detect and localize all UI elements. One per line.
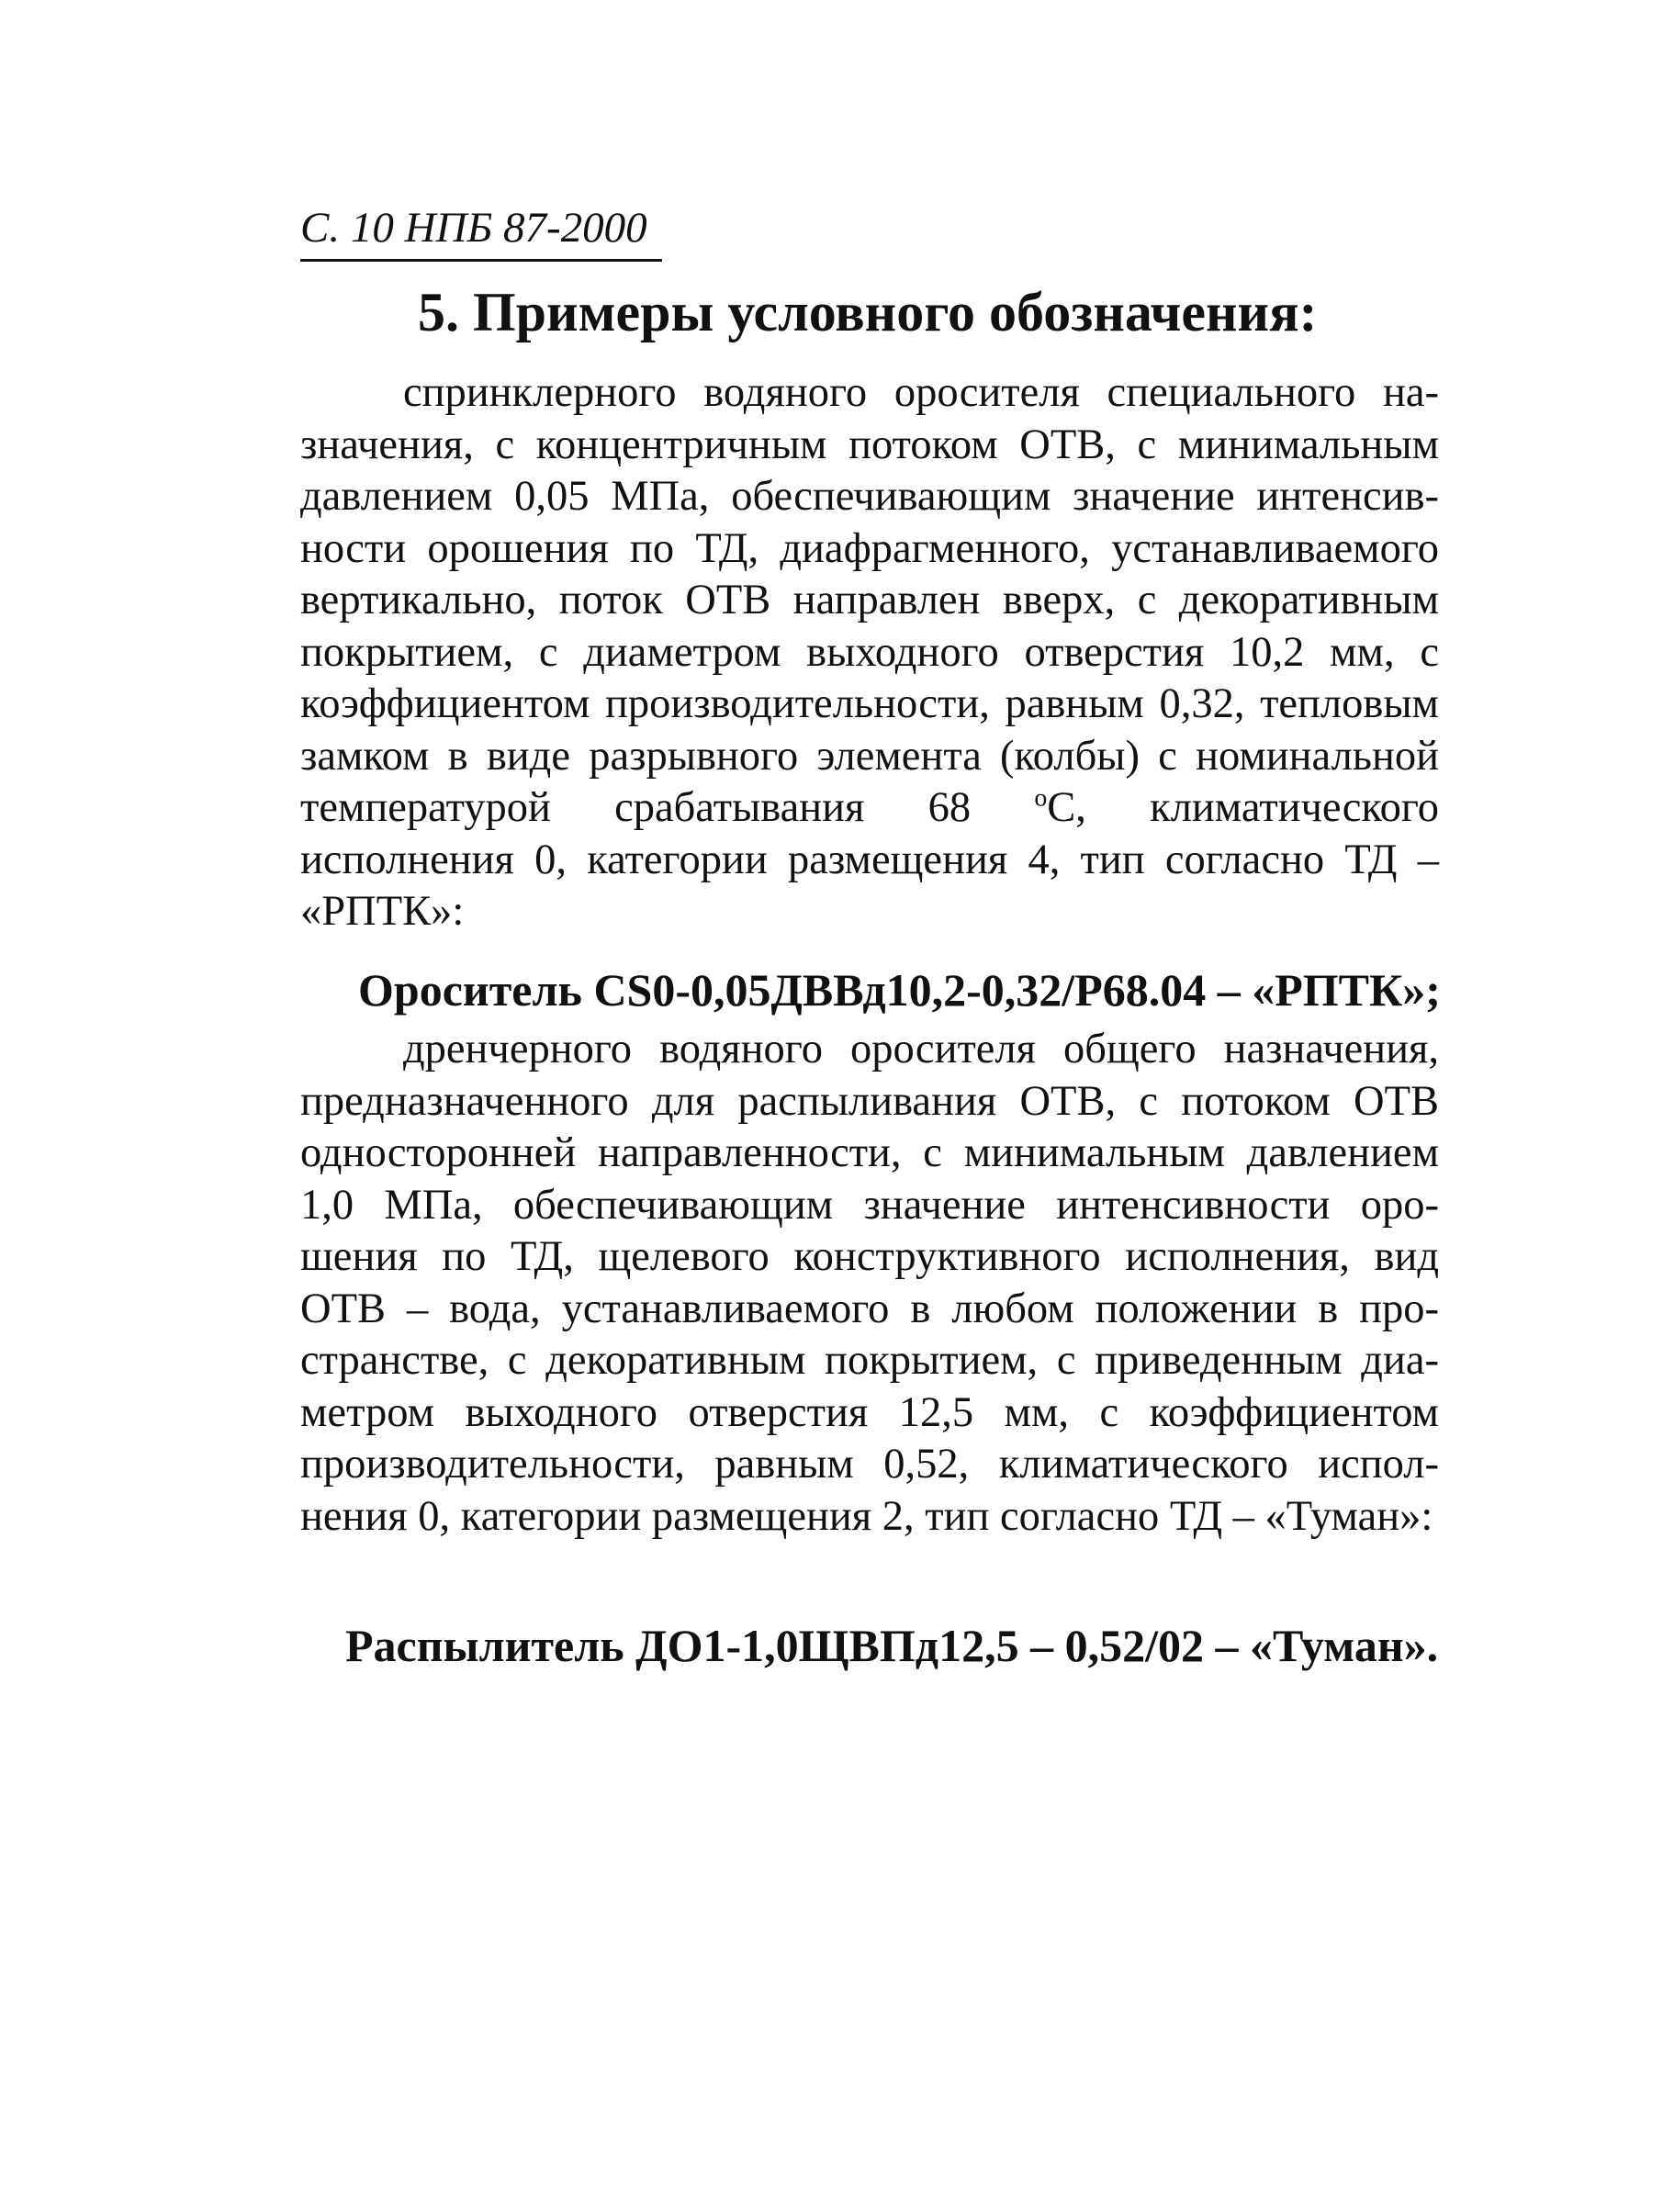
example-1-text-before: спринклерного водяного оросителя специального назначения, с концентричным потоком ОТВ, с минимальным давлением 0,05 МПа, обеспечивающим значение интенсивности орошения по ТД, диафрагменного, устанавливаемого вертикально, поток ОТВ направлен вверх, с декоративным покрытием, с диаметром выходного отверстия 10,2 мм, с коэффициентом производительности, равным 0,32, тепловым замком в виде разрывного элемента (колбы) с номинальной температурой срабатывания 68 [300, 369, 1439, 831]
section-title: 5. Примеры условного обозначения: [418, 282, 1318, 342]
example-1-description [300, 367, 1439, 938]
running-header [300, 200, 662, 262]
example-2-designation: Распылитель ДО1-1,0ЩВПд12,5 – 0,52/02 – «Туман». [345, 1620, 1439, 1671]
page-reference: С. 10 [300, 204, 394, 252]
document-code: НПБ 87-2000 [404, 204, 647, 252]
degree-superscript: o [1034, 783, 1048, 813]
example-2-description: дренчерного водяного оросителя общего назначения, предназначенного для распыливания ОТВ, с потоком ОТВ односторонней направленности, с минимальным давлением 1,0 МПа, обеспечивающим значение интенсивности орошения по ТД, щелевого конструктивного исполнения, вид ОТВ – вода, устанавливаемого в любом положении в пространстве, с декоративным покрытием, с приведенным диаметром выходного отверстия 12,5 мм, с коэффициентом производительности, равным 0,52, климатического исполнения 0, категории размещения 2, тип согласно ТД – «Туман»: [300, 1026, 1439, 1540]
example-1-text-after: С, климатического исполнения 0, категории размещения 4, тип согласно ТД – «РПТК»: [300, 784, 1440, 935]
example-1-designation: Ороситель CS0-0,05ДВВд10,2-0,32/Р68.04 – «РПТК»; [358, 964, 1441, 1016]
